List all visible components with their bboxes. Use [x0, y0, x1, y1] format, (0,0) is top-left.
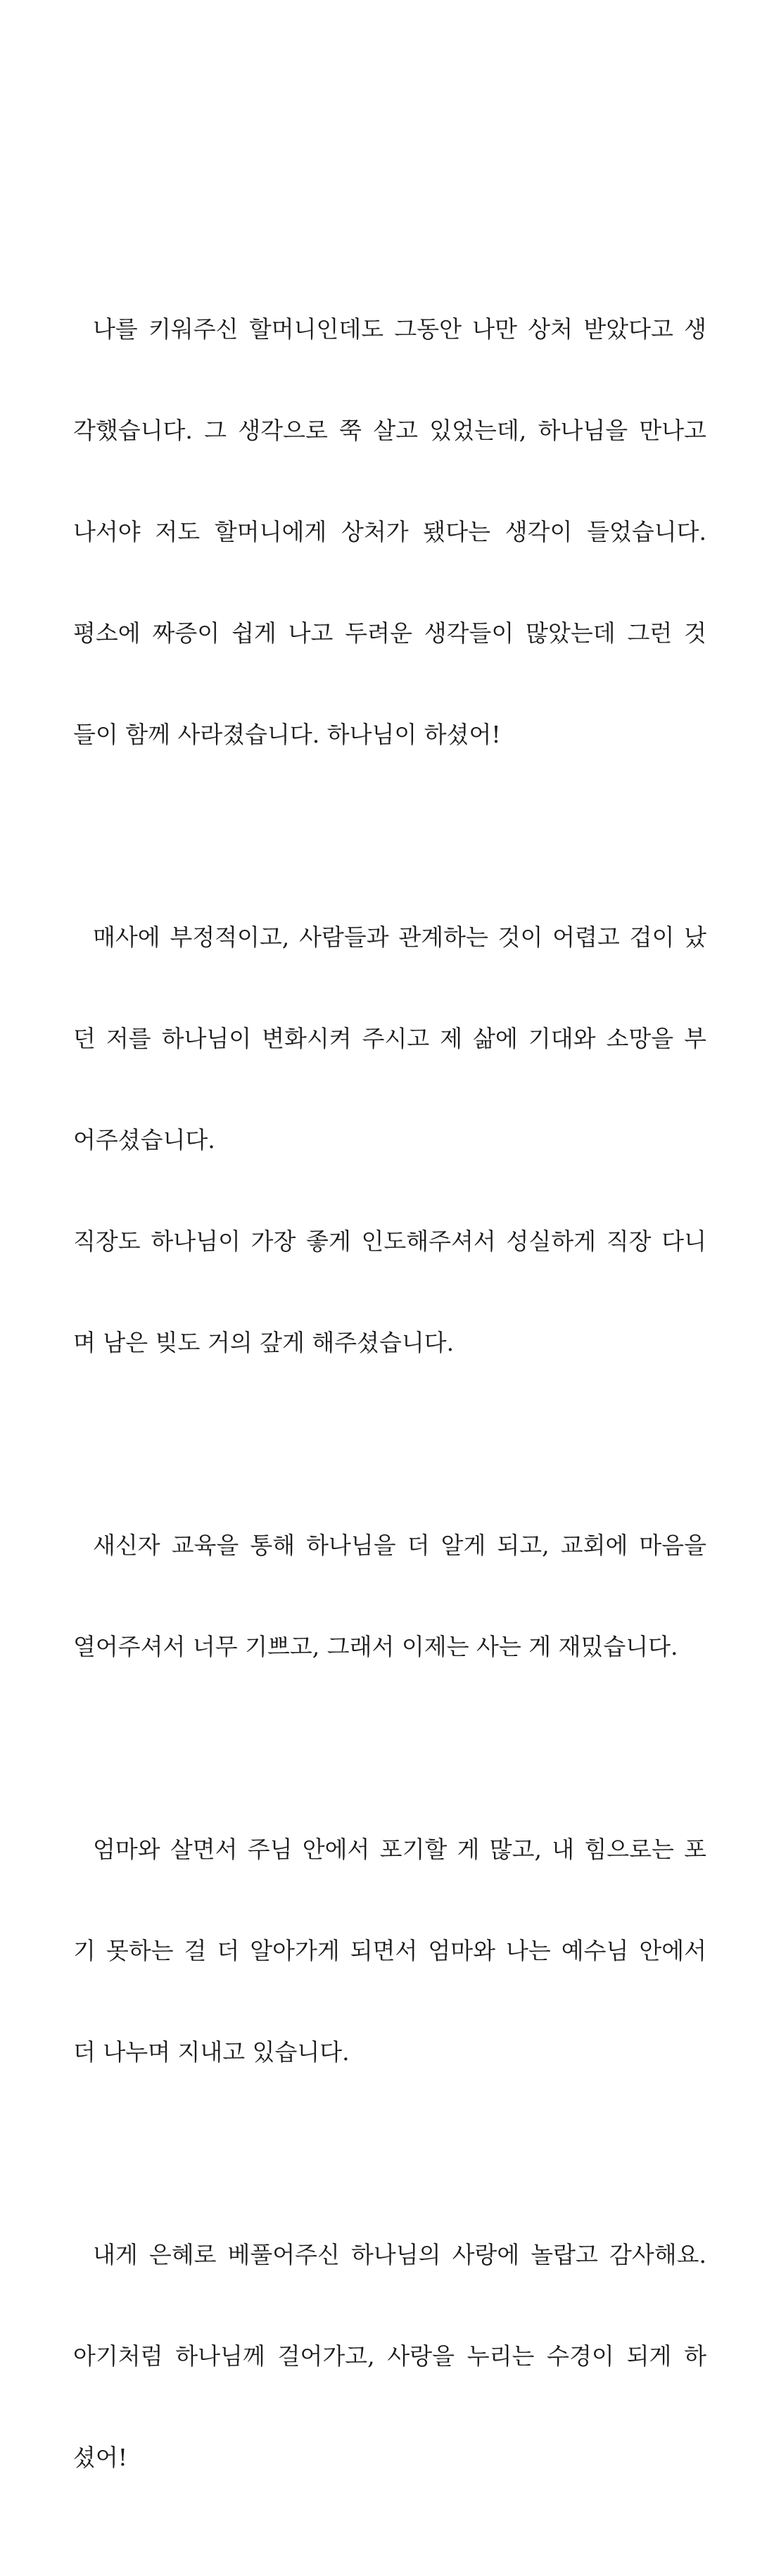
text-line: 열어주셔서 너무 기쁘고, 그래서 이제는 사는 게 재밌습니다.: [73, 1633, 678, 1660]
text-line: 기 못하는 걸 더 알아가게 되면서 엄마와 나는 예수님 안에서: [73, 1937, 706, 1964]
text-line: 매사에 부정적이고, 사람들과 관계하는 것이 어렵고 겁이 났: [93, 923, 706, 951]
text-line: 직장도 하나님이 가장 좋게 인도해주셔서 성실하게 직장 다니: [73, 1227, 706, 1255]
paragraph-4: [73, 1765, 706, 2137]
text-line: 나를 키워주신 할머니인데도 그동안 나만 상처 받았다고 생: [93, 315, 706, 343]
text-line: 새신자 교육을 통해 하나님을 더 알게 되고, 교회에 마음을: [93, 1532, 706, 1559]
text-line: 더 나누며 지내고 있습니다.: [73, 2038, 350, 2066]
text-line: 내게 은혜로 베풀어주신 하나님의 사랑에 놀랍고 감사해요.: [93, 2241, 706, 2268]
paragraph-1: [73, 245, 706, 819]
text-line: 어주셨습니다.: [73, 1126, 215, 1154]
paragraph-5: [73, 2171, 706, 2542]
text-line: 셨어!: [73, 2444, 128, 2471]
text-line: 평소에 짜증이 쉽게 나고 두려운 생각들이 많았는데 그런 것: [73, 619, 706, 647]
text-line: 엄마와 살면서 주님 안에서 포기할 게 많고, 내 힘으로는 포: [93, 1836, 706, 1863]
text-line: 들이 함께 사라졌습니다. 하나님이 하셨어!: [73, 721, 501, 748]
text-line: 아기처럼 하나님께 걸어가고, 사랑을 누리는 수경이 되게 하: [73, 2342, 706, 2370]
paragraph-2: [73, 853, 706, 1427]
text-line: 며 남은 빚도 거의 갚게 해주셨습니다.: [73, 1329, 455, 1356]
text-line: 나서야 저도 할머니에게 상처가 됐다는 생각이 들었습니다.: [73, 518, 706, 545]
paragraph-3: [73, 1461, 706, 1731]
text-line: 각했습니다. 그 생각으로 쭉 살고 있었는데, 하나님을 만나고: [73, 417, 706, 444]
testimony-text: [73, 245, 706, 2576]
text-line: 던 저를 하나님이 변화시켜 주시고 제 삶에 기대와 소망을 부: [73, 1025, 706, 1052]
